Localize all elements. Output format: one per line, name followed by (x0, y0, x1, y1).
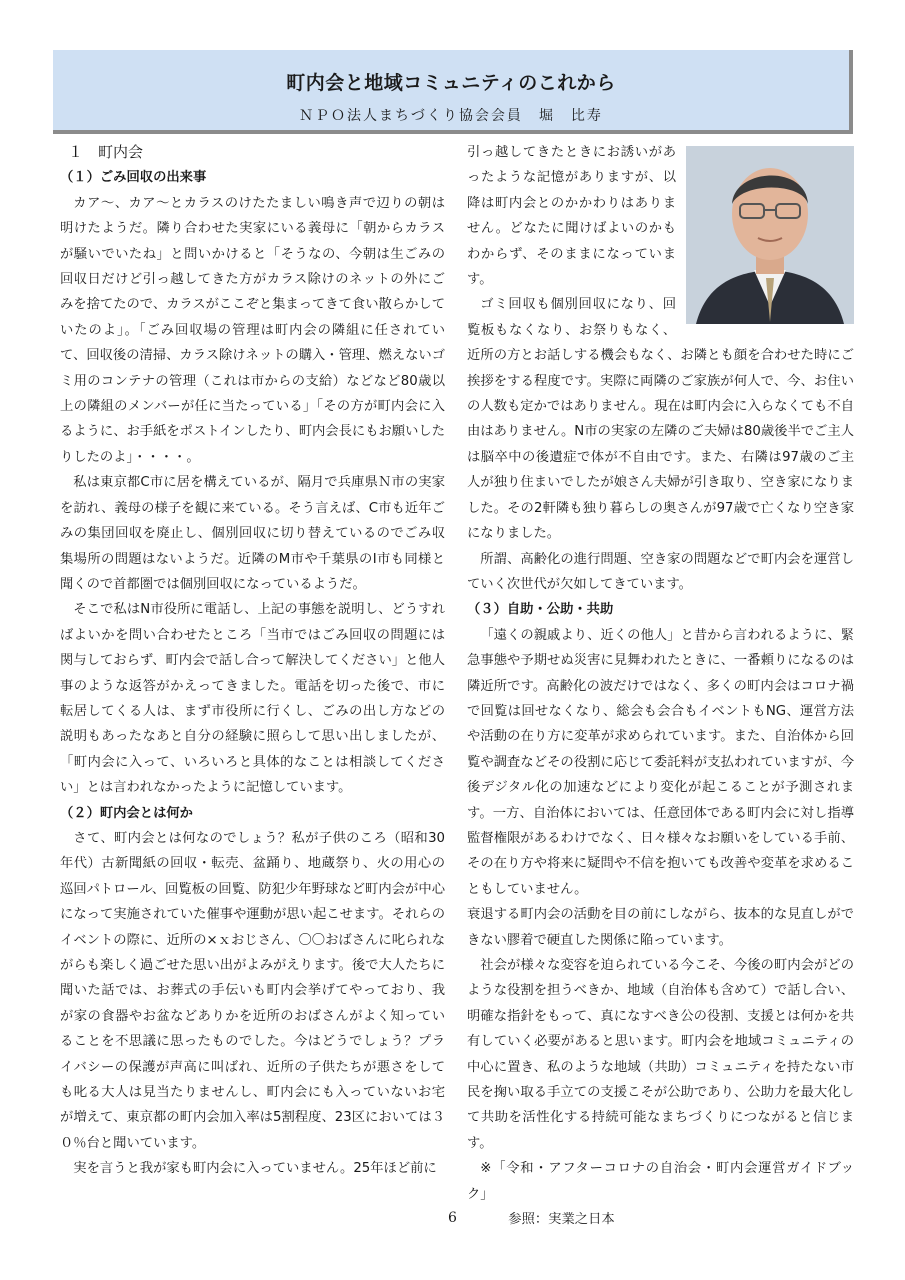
paragraph: 衰退する町内会の活動を目の前にしながら、抜本的な見直しができない膠着で硬直した関係に陥っています。 (467, 907, 854, 948)
subsection-heading-2: （２）町内会とは何か (60, 805, 193, 821)
author-line: ＮＰＯ法人まちづくり協会会員 堀 比寿 (299, 108, 603, 124)
subsection-heading-3: （３）自助・公助・共助 (467, 602, 614, 618)
paragraph: ゴミ回収も個別回収になり、回覧板もなくなり、お祭りもなく、近所の方とお話しする機会もなく、お隣とも顔を合わせた時にご挨拶をする程度です。実際に両隣のご家族が何人で、今、お住いの人数も定かではありません。現在は町内会に入らなくても不自由はありません。N市の実家の左隣のご夫婦は80歳後半でご主人は脳卒中の後遺症で体が不自由です。また、右隣は97歳のご主人が独り住まいでしたが娘さん夫婦が引き取り、空き家になりました。その2軒隣も独り暮らしの奥さんが97歳で亡くなり空き家になりました。 (467, 297, 854, 542)
reference-note: ※「令和・アフターコロナの自治会・町内会運営ガイドブック」 (467, 1161, 854, 1202)
paragraph: 私は東京都C市に居を構えているが、隔月で兵庫県Ｎ市の実家を訪れ、義母の様子を観に来ている。そう言えば、C市も近年ごみの集団回収を廃止し、個別回収に切り替えているのでごみ収集場所の問題はないようだ。近隣のM市や千葉県のI市も同様と聞くので首都圏では個別回収になっているようだ。 (60, 475, 445, 592)
title-banner (53, 50, 853, 134)
right-column (467, 140, 854, 1232)
paragraph: カア～、カア～とカラスのけたたましい鳴き声で辺りの朝は明けたようだ。隣り合わせた実家にいる義母に「朝からカラスが騒いでいたね」と問いかけると「そうなの、今朝は生ごみの回収日だけど引っ越してきた方がカラス除けのネットの外にごみを捨てたので、カラスがここぞと集まってきて食い散らかしていたのよ」。「ごみ回収場の管理は町内会の隣組に任されていて、回収後の清掃、カラス除けネットの購入・管理、燃えないゴミ用のコンテナの管理（これは市からの支給）などなど80歳以上の隣組のメンバーが任に当たっている」「その方が町内会に入るように、お手紙をポストインしたり、町内会長にもお願いしたりしたのよ」・・・・。 (60, 195, 445, 465)
author-portrait-photo (686, 146, 854, 324)
paragraph: 所謂、高齢化の進行問題、空き家の問題などで町内会を運営していく次世代が欠如してきています。 (467, 551, 854, 592)
left-column (60, 140, 445, 1182)
paragraph: 引っ越してきたときにお誘いがあったような記憶がありますが、以降は町内会とのかかわりはありません。どなたに聞けばよいのかもわからず、そのままになっています。 (467, 145, 676, 288)
section-heading: １ 町内会 (68, 143, 144, 161)
paragraph: 「遠くの親戚より、近くの他人」と昔から言われるように、緊急事態や予期せぬ災害に見舞われたときに、一番頼りになるのは隣近所です。高齢化の波だけではなく、多くの町内会はコロナ禍で回覧は回せなくなり、総会も会合もイベントもNG、運営方法や活動の在り方に変革が求められています。また、自治体から回覧や調査などその役割に応じて委託料が支払われていますが、今後デジタル化の加速などにより変化が起こることが予測されます。一方、自治体においては、任意団体である町内会に対し指導監督権限があるわけでなく、日々様々なお願いをしている手前、その在り方や将来に疑問や不信を抱いても改善や変革を求めることもしていません。 (467, 627, 854, 897)
subsection-heading-1: （１）ごみ回収の出来事 (60, 170, 207, 186)
paragraph: 社会が様々な変容を迫られている今こそ、今後の町内会がどのような役割を担うべきか、地域（自治体も含めて）で話し合い、明確な指針をもって、真になすべき公の役割、支援とは何かを共有していく必要があると思います。町内会を地域コミュニティの中心に置き、私のような地域（共助）コミュニティを持たない市民を掬い取る手立ての支援こそが公助であり、公助力を最大化して共助を活性化する持続可能なまちづくりにつながると信じます。 (467, 958, 854, 1151)
paragraph: さて、町内会とは何なのでしょう？私が子供のころ（昭和30年代）古新聞紙の回収・転売、盆踊り、地蔵祭り、火の用心の巡回パトロール、回覧板の回覧、防犯少年野球など町内会が中心になって実施されていた催事や運動が思い起こせます。それらのイベントの際に、近所の×ｘおじさん、〇〇おばさんに叱られながらも楽しく過ごせた思い出がよみがえります。後で大人たちに聞いた話では、お葬式の手伝いも町内会挙げてやっており、我が家の食器やお盆などありかを近所のおばさんがよく知っていることを不思議に思ったものでした。今はどうでしょう？プライバシーの保護が声高に叫ばれ、近所の子供たちが悪さをしても叱る大人は見当たりませんし、町内会にも入っていないお宅が増えて、東京都の町内会加入率は5割程度、23区においては３０％台と聞いています。 (60, 830, 445, 1151)
page-number: 6 (448, 1210, 457, 1226)
reference-source: 参照：実業之日本 (508, 1212, 615, 1228)
portrait-illustration (686, 146, 854, 324)
article-title: 町内会と地域コミュニティのこれから (286, 72, 616, 94)
paragraph: 実を言うと我が家も町内会に入っていません。25年ほど前に (73, 1161, 437, 1177)
paragraph: そこで私はN市役所に電話し、上記の事態を説明し、どうすればよいかを問い合わせたところ「当市ではごみ回収の問題には関与しておらず、町内会で話し合って解決してください」と他人事のような返答がかえってきました。電話を切った後で、市に転居してくる人は、まず市役所に行くし、ごみの出し方などの説明もあったなあと自分の経験に照らして思い出しましたが、「町内会に入って、いろいろと具体的なことは相談してください」とは言われなかったように記憶しています。 (60, 602, 445, 796)
